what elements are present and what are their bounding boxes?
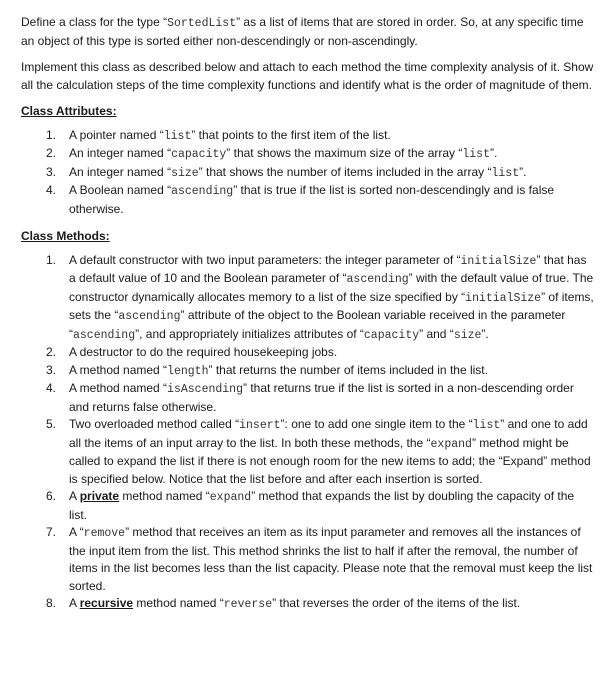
- text: ” that returns true if the list is sorted in a non-descending order and returns false otherwise.: [69, 381, 574, 414]
- item-number: 3.: [46, 164, 57, 179]
- text: A default constructor with two input parameters: the integer parameter of “: [69, 252, 461, 267]
- item-number: 7.: [46, 525, 57, 539]
- item-number: 4.: [46, 381, 57, 395]
- text: A “: [69, 525, 84, 539]
- method-item-constructor: [21, 252, 594, 345]
- code: list: [462, 148, 490, 161]
- code: length: [167, 364, 209, 378]
- item-number: 1.: [46, 252, 57, 267]
- text: ” that returns the number of items included in the list.: [208, 362, 488, 377]
- text: ” as a list of items that are stored in order. So, at any specific time an object of this type is sorted either non-descendingly or non-ascendingly.: [21, 15, 584, 48]
- attribute-item-ascending: [21, 182, 594, 218]
- attribute-item-capacity: [21, 145, 594, 164]
- text: ” method might be called to expand the list if there is not enough room for the new items to add; the “Expand” method is specified below. Notice that the list before and after each insertion is sorted.: [69, 435, 591, 486]
- text: ”.: [519, 164, 527, 179]
- attribute-item-list: [21, 127, 594, 146]
- text: A Boolean named “: [69, 183, 172, 197]
- text: ” that points to the first item of the list.: [191, 127, 391, 142]
- text: A destructor to do the required housekeeping jobs.: [69, 345, 338, 359]
- item-number: 6.: [46, 489, 57, 503]
- code-sortedlist: SortedList: [167, 17, 237, 30]
- method-item-length: [21, 362, 594, 381]
- method-item-destructor: [21, 344, 594, 362]
- attributes-list: [21, 127, 594, 219]
- text: ”: one to add one single item to the “: [280, 417, 473, 431]
- code: ascending: [171, 185, 234, 198]
- item-number: 2.: [46, 345, 57, 359]
- code: size: [171, 166, 199, 180]
- text: A pointer named “: [69, 127, 164, 142]
- code: list: [163, 129, 192, 143]
- item-number: 1.: [46, 127, 57, 142]
- text: method named “: [133, 596, 224, 610]
- code: list: [472, 419, 501, 432]
- code: insert: [239, 419, 281, 432]
- code: ascending: [346, 273, 409, 286]
- emphasis-recursive: recursive: [79, 596, 134, 610]
- text: ”.: [489, 146, 498, 160]
- text: ” that is true if the list is sorted non-descendingly and is false otherwise.: [69, 183, 555, 216]
- text: ” that shows the number of items included in the array “: [198, 164, 492, 179]
- text: ” that reverses the order of the items of the list.: [272, 596, 521, 610]
- text: A: [69, 596, 80, 610]
- method-item-insert: [21, 416, 594, 488]
- method-item-expand: [21, 488, 594, 524]
- item-number: 4.: [46, 183, 57, 197]
- code: initialSize: [465, 291, 542, 305]
- code: ascending: [73, 328, 136, 342]
- code: remove: [83, 527, 126, 540]
- emphasis-private: private: [79, 489, 120, 503]
- text: ” method that expands the list by doubling the capacity of the list.: [69, 489, 575, 522]
- code: size: [453, 328, 482, 342]
- text: An integer named “: [69, 164, 172, 179]
- attributes-heading: Class Attributes:: [21, 104, 117, 118]
- code: reverse: [223, 598, 273, 611]
- text: ” method that receives an item as its input parameter and removes all the instances of the input item from the list. This method shrinks the list to half if after the removal, the number of items in the list becomes less than the list capacity. Please note that the removal must keep the list sorted.: [69, 525, 593, 593]
- attribute-item-size: [21, 164, 594, 183]
- text: A method named “: [69, 381, 168, 395]
- item-number: 8.: [46, 596, 57, 610]
- text: ” attribute of the object to the Boolean variable received in the parameter “: [69, 308, 566, 341]
- text: Define a class for the type “: [21, 15, 168, 29]
- methods-heading: Class Methods:: [21, 229, 110, 243]
- method-item-isascending: [21, 380, 594, 416]
- text: ” and one to add all the items of an input array to the list. In both these methods, the “: [69, 417, 588, 450]
- methods-list: [21, 252, 594, 614]
- text: A: [69, 489, 80, 503]
- code: capacity: [171, 148, 227, 161]
- text: ”.: [481, 326, 489, 341]
- code: list: [491, 166, 520, 180]
- text: ” that shows the maximum size of the array “: [226, 146, 463, 160]
- code: initialSize: [460, 254, 537, 268]
- code: capacity: [363, 328, 420, 342]
- method-item-remove: [21, 524, 594, 595]
- item-number: 5.: [46, 417, 57, 431]
- text: method named “: [119, 489, 210, 503]
- code: isAscending: [167, 383, 243, 396]
- code: expand: [430, 437, 472, 451]
- method-item-reverse: [21, 595, 594, 614]
- text: ”, and appropriately initializes attributes of “: [135, 326, 364, 341]
- text: ” that has a default value of 10 and the Boolean parameter of “: [69, 252, 587, 285]
- text: ” and “: [419, 326, 454, 341]
- item-number: 3.: [46, 362, 57, 377]
- text: ” of items, sets the “: [69, 289, 594, 322]
- intro-paragraph-1: [21, 14, 594, 50]
- text: A method named “: [69, 362, 168, 377]
- text: Two overloaded method called “: [69, 417, 240, 431]
- item-number: 2.: [46, 146, 57, 160]
- text: An integer named “: [69, 146, 172, 160]
- code: ascending: [118, 310, 181, 323]
- intro-paragraph-2: Implement this class as described below and attach to each method the time complexity analysis of it. Show all the calculation steps of the time complexity functions and identify what is the order of magnitude of them.: [21, 60, 594, 92]
- text: ” with the default value of true. The constructor dynamically allocates memory to a list of the size specified by “: [69, 271, 594, 304]
- code: expand: [209, 491, 252, 504]
